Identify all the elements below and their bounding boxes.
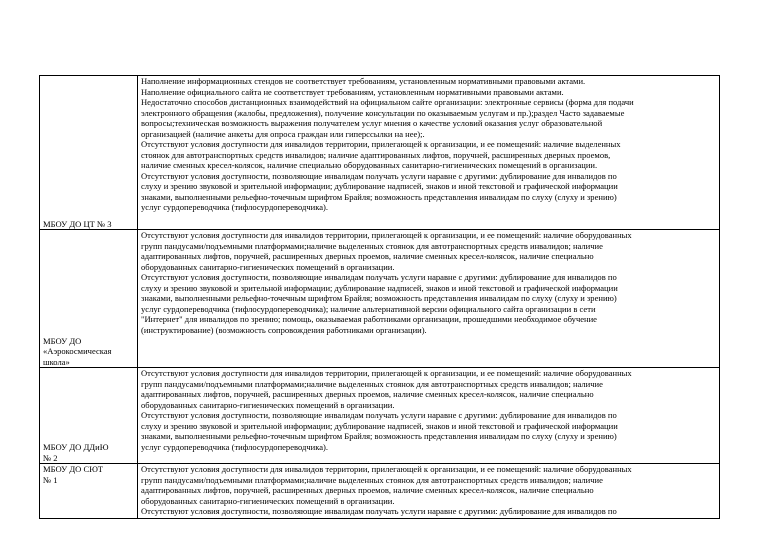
text-line: адаптированных лифтов, поручней, расширенных дверных проемов, наличие сменных кресел-колясок, наличие специально <box>141 485 594 495</box>
text-line: Отсутствуют условия доступности для инвалидов территории, прилегающей к организации, и ее помещений: наличие выделенных <box>141 139 621 149</box>
text-line: наличие сменных кресел-колясок, наличие специально оборудованных санитарно-гигиенических помещений в организации. <box>141 160 598 170</box>
text-line: Отсутствуют условия доступности для инвалидов территории, прилегающей к организации, и ее помещений: наличие оборудованных <box>141 230 632 240</box>
text-line: вопросы;техническая возможность выражения получателем услуг мнения о качестве условий оказания услуг образовательной <box>141 118 603 128</box>
text-line: знаками, выполненными рельефно-точечным шрифтом Брайля; возможность представления инвалидам по слуху (слуху и зрению) <box>141 293 617 303</box>
deficiency-text-cell <box>138 464 720 519</box>
text-line: Отсутствуют условия доступности для инвалидов территории, прилегающей к организации, и ее помещений: наличие оборудованных <box>141 368 632 378</box>
text-line: слуху и зрению звуковой и зрительной информации; дублирование надписей, знаков и иной текстовой и графической информации <box>141 420 618 431</box>
organization-name: № 1 <box>43 474 58 485</box>
organization-name: «Аэрокосмическая <box>43 346 112 356</box>
text-line: знаками, выполненными рельефно-точечным шрифтом Брайля; возможность представления инвалидам по слуху (слуху и зрению) <box>141 431 617 441</box>
organization-cell <box>40 464 138 519</box>
table-row <box>40 464 720 519</box>
text-line: Отсутствуют условия доступности, позволяющие инвалидам получать услуги наравне с другими: дублирование для инвалидов по <box>141 170 617 181</box>
text-line: организацией (наличие анкеты для опроса граждан или гиперссылки на нее);. <box>141 128 425 139</box>
organization-name: МБОУ ДО СЮТ <box>43 464 103 474</box>
table-row <box>40 76 720 230</box>
text-line: услуг сурдопереводчика (тифлосурдопереводчика). <box>141 202 329 212</box>
text-line: групп пандусами/подъемными платформами;наличие выделенных стоянок для автотранспортных средств инвалидов; наличие <box>141 240 603 251</box>
text-line: знаками, выполненными рельефно-точечным шрифтом Брайля; возможность представления инвалидам по слуху (слуху и зрению) <box>141 191 617 202</box>
text-line: Наполнение информационных стендов не соответствует требованиям, установленным нормативными правовыми актами. <box>141 76 586 86</box>
text-line: групп пандусами/подъемными платформами;наличие выделенных стоянок для автотранспортных средств инвалидов; наличие <box>141 378 603 389</box>
text-line: адаптированных лифтов, поручней, расширенных дверных проемов, наличие сменных кресел-колясок, наличие специально <box>141 251 594 261</box>
text-line: услуг сурдопереводчика (тифлосурдопереводчика); наличие альтернативной версии официального сайта организации в сети <box>141 303 596 314</box>
organization-name: МБОУ ДО <box>43 335 82 346</box>
text-line: оборудованных санитарно-гигиенических помещений в организации. <box>141 495 395 506</box>
deficiencies-table <box>39 75 720 519</box>
organization-name: МБОУ ДО ЦТ № 3 <box>43 218 112 229</box>
text-line: Наполнение официального сайта не соответствует требованиям, установленным нормативными правовыми актами. <box>141 86 564 97</box>
text-line: Отсутствуют условия доступности для инвалидов территории, прилегающей к организации, и ее помещений: наличие оборудованных <box>141 464 632 474</box>
text-line: "Интернет" для инвалидов по зрению; помощь, оказываемая работниками организации, прошедшими необходимое обучение <box>141 314 597 324</box>
organization-name: МБОУ ДО ДДиЮ <box>43 442 109 452</box>
text-line: адаптированных лифтов, поручней, расширенных дверных проемов, наличие сменных кресел-колясок, наличие специально <box>141 389 594 399</box>
text-line: Отсутствуют условия доступности, позволяющие инвалидам получать услуги наравне с другими: дублирование для инвалидов по <box>141 506 617 516</box>
text-line: Недостаточно способов дистанционных взаимодействий на официальном сайте организации: электронные сервисы (форма для подачи <box>141 97 634 107</box>
text-line: слуху и зрению звуковой и зрительной информации; дублирование надписей, знаков и иной текстовой и графической информации <box>141 181 618 191</box>
text-line: услуг сурдопереводчика (тифлосурдопереводчика). <box>141 441 329 452</box>
text-line: стоянок для автотранспортных средств инвалидов; наличие адаптированных лифтов, поручней, расширенных дверных проемов, <box>141 149 611 160</box>
table-row <box>40 230 720 368</box>
text-line: слуху и зрению звуковой и зрительной информации; дублирование надписей, знаков и иной текстовой и графической информации <box>141 282 618 293</box>
text-line: оборудованных санитарно-гигиенических помещений в организации. <box>141 399 395 410</box>
text-line: Отсутствуют условия доступности, позволяющие инвалидам получать услуги наравне с другими: дублирование для инвалидов по <box>141 410 617 420</box>
organization-name: школа» <box>43 356 70 367</box>
organization-cell <box>40 230 138 368</box>
text-line: электронного обращения (жалобы, предложения), получение консультации по оказываемым услугам и пр.);раздел Часто задаваемые <box>141 107 625 118</box>
organization-cell <box>40 368 138 464</box>
organization-name: № 2 <box>43 452 58 463</box>
deficiency-text-cell <box>138 368 720 464</box>
table-row <box>40 368 720 464</box>
organization-cell <box>40 76 138 230</box>
text-line: Отсутствуют условия доступности, позволяющие инвалидам получать услуги наравне с другими: дублирование для инвалидов по <box>141 272 617 282</box>
text-line: оборудованных санитарно-гигиенических помещений в организации. <box>141 261 395 272</box>
deficiency-text-cell <box>138 230 720 368</box>
text-line: (инструктирование) (возможность сопровождения работниками организации). <box>141 324 427 335</box>
text-line: групп пандусами/подъемными платформами;наличие выделенных стоянок для автотранспортных средств инвалидов; наличие <box>141 474 603 485</box>
deficiency-text-cell <box>138 76 720 230</box>
